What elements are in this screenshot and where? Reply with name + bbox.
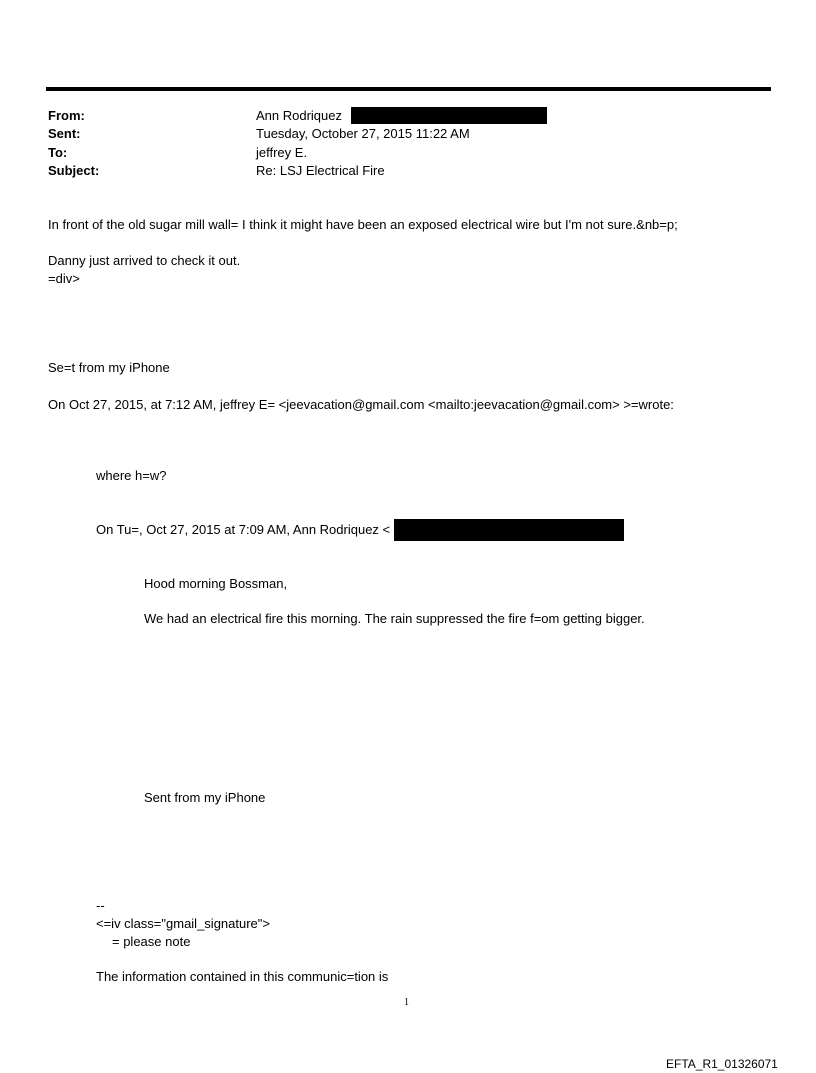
from-value: Ann Rodriquez — [256, 108, 342, 123]
signature-dashes: -- — [96, 898, 105, 913]
body-line-4: Se=t from my iPhone — [48, 360, 170, 375]
signature-line-2: = please note — [112, 934, 191, 949]
sent-value: Tuesday, October 27, 2015 11:22 AM — [256, 126, 470, 141]
quote1-line-2: On Tu=, Oct 27, 2015 at 7:09 AM, Ann Rodriquez < — [96, 522, 391, 537]
body-line-2: Danny just arrived to check it out. — [48, 253, 241, 268]
body-line-3: =div> — [48, 271, 80, 286]
page-number: 1 — [404, 997, 409, 1008]
quote2-line-3: Sent from my iPhone — [144, 790, 266, 805]
to-label: To: — [48, 145, 68, 160]
signature-line-3: The information contained in this communic=tion is — [96, 969, 389, 984]
quote2-line-2: We had an electrical fire this morning. The rain suppressed the fire f=om getting bigger. — [144, 611, 645, 626]
to-value: jeffrey E. — [256, 145, 308, 160]
body-line-5: On Oct 27, 2015, at 7:12 AM, jeffrey E= <jeevacation@gmail.com <mailto:jeevacation@gmail.com> >=wrote: — [48, 397, 674, 412]
body-line-1: In front of the old sugar mill wall= I think it might have been an exposed electrical wire but I'm not sure.&nb=p; — [48, 217, 678, 232]
redaction-bar — [351, 107, 547, 124]
quote1-line-1: where h=w? — [96, 468, 167, 483]
quote2-line-1: Hood morning Bossman, — [144, 576, 288, 591]
signature-line-1: <=iv class="gmail_signature"> — [96, 916, 270, 931]
from-label: From: — [48, 108, 85, 123]
subject-label: Subject: — [48, 163, 100, 178]
header-divider — [46, 87, 771, 91]
redaction-bar — [394, 519, 624, 541]
document-id: EFTA_R1_01326071 — [666, 1057, 778, 1071]
sent-label: Sent: — [48, 126, 81, 141]
subject-value: Re: LSJ Electrical Fire — [256, 163, 385, 178]
